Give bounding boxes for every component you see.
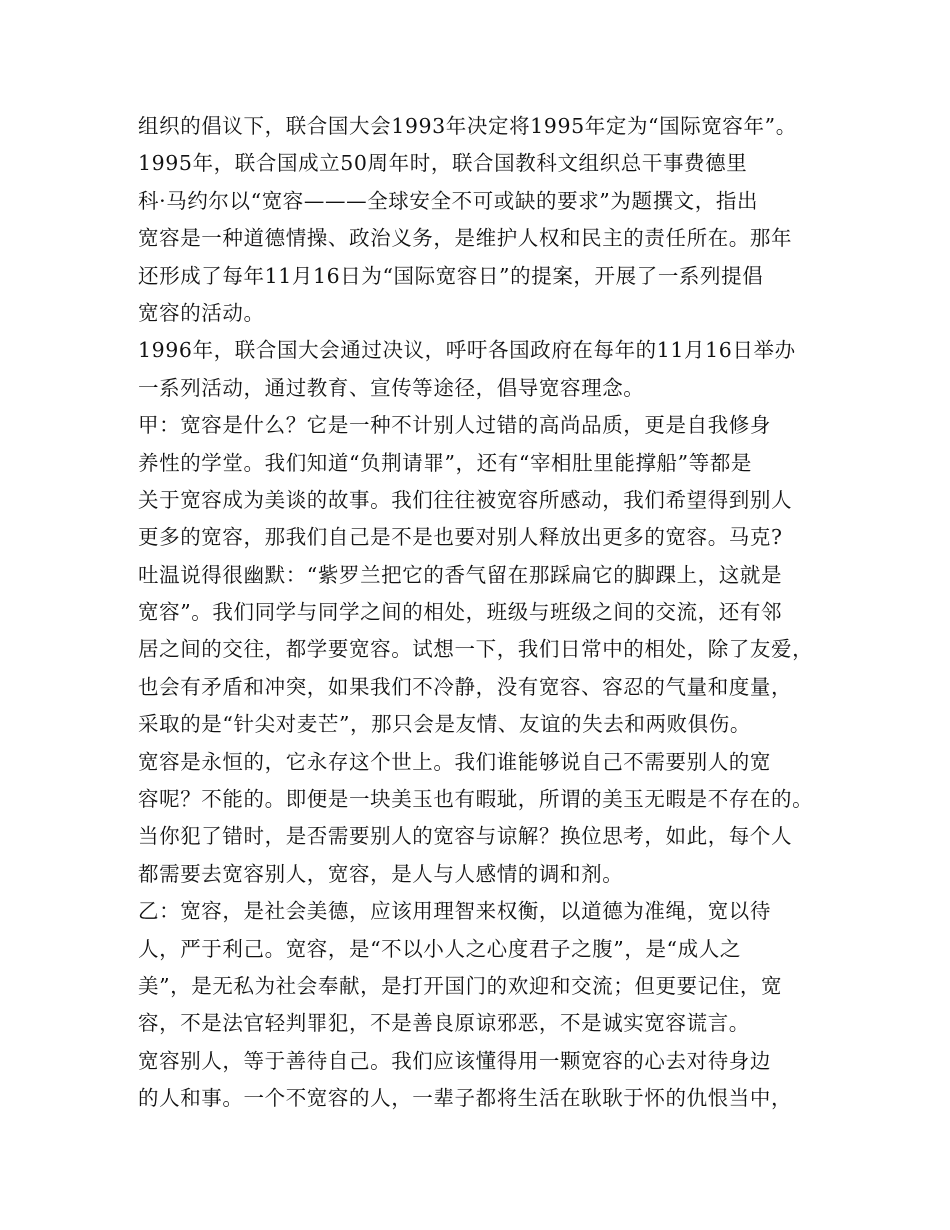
text-line: 宽容是永恒的，它永存这个世上。我们谁能够说自己不需要别人的宽 [138,749,771,774]
text-line: 1996年，联合国大会通过决议，呼吁各国政府在每年的11月16日举办 [138,338,796,363]
text-line: 一系列活动，通过教育、宣传等途径，倡导宽容理念。 [138,375,645,400]
text-line: 宽容”。我们同学与同学之间的相处，班级与班级之间的交流，还有邻 [138,600,783,625]
text-line: 也会有矛盾和冲突，如果我们不冷静，没有宽容、容忍的气量和度量， [138,674,793,699]
text-line: 乙：宽容，是社会美德，应该用理智来权衡，以道德为准绳，宽以待 [138,899,771,924]
text-line: 科·马约尔以“宽容———全球安全不可或缺的要求”为题撰文，指出 [138,188,759,213]
text-line: 人，严于利己。宽容，是“不以小人之心度君子之腹”，是“成人之 [138,936,741,961]
text-line: 容，不是法官轻判罪犯，不是善良原谅邪恶，不是诚实宽容谎言。 [138,1011,750,1036]
text-line: 组织的倡议下，联合国大会1993年决定将1995年定为“国际宽容年”。 [138,114,797,138]
text-line: 采取的是“针尖对麦芒”，那只会是友情、友谊的失去和两败俱伤。 [138,712,751,737]
text-line: 美”，是无私为社会奉献，是打开国门的欢迎和交流；但更要记住，宽 [138,973,783,998]
text-line: 宽容的活动。 [138,300,265,325]
text-line: 都需要去宽容别人，宽容，是人与人感情的调和剂。 [138,861,624,886]
text-line: 当你犯了错时，是否需要别人的宽容与谅解？换位思考，如此，每个人 [138,824,793,849]
text-line: 养性的学堂。我们知道“负荆请罪”，还有“宰相肚里能撑船”等都是 [138,450,753,475]
text-line: 容呢？不能的。即便是一块美玉也有暇玼，所谓的美玉无暇是不存在的。 [138,787,814,812]
text-line: 的人和事。一个不宽容的人，一辈子都将生活在耿耿于怀的仇恨当中， [138,1086,793,1111]
text-line: 居之间的交往，都学要宽容。试想一下，我们日常中的相处，除了友爱， [138,637,814,662]
text-line: 宽容别人，等于善待自己。我们应该懂得用一颗宽容的心去对待身边 [138,1048,771,1073]
text-line: 甲：宽容是什么？它是一种不计别人过错的高尚品质，更是自我修身 [138,413,771,438]
document-body [138,108,828,1118]
text-line: 1995年，联合国成立50周年时，联合国教科文组织总干事费德里 [138,151,748,176]
text-line: 宽容是一种道德情操、政治义务，是维护人权和民主的责任所在。那年 [138,226,793,251]
text-line: 还形成了每年11月16日为“国际宽容日”的提案，开展了一系列提倡 [138,263,764,288]
text-line: 吐温说得很幽默：“紫罗兰把它的香气留在那踩扁它的脚踝上，这就是 [138,562,783,587]
text-line: 关于宽容成为美谈的故事。我们往往被宽容所感动，我们希望得到别人 [138,487,793,512]
text-line: 更多的宽容，那我们自己是不是也要对别人释放出更多的宽容。马克? [138,525,783,550]
